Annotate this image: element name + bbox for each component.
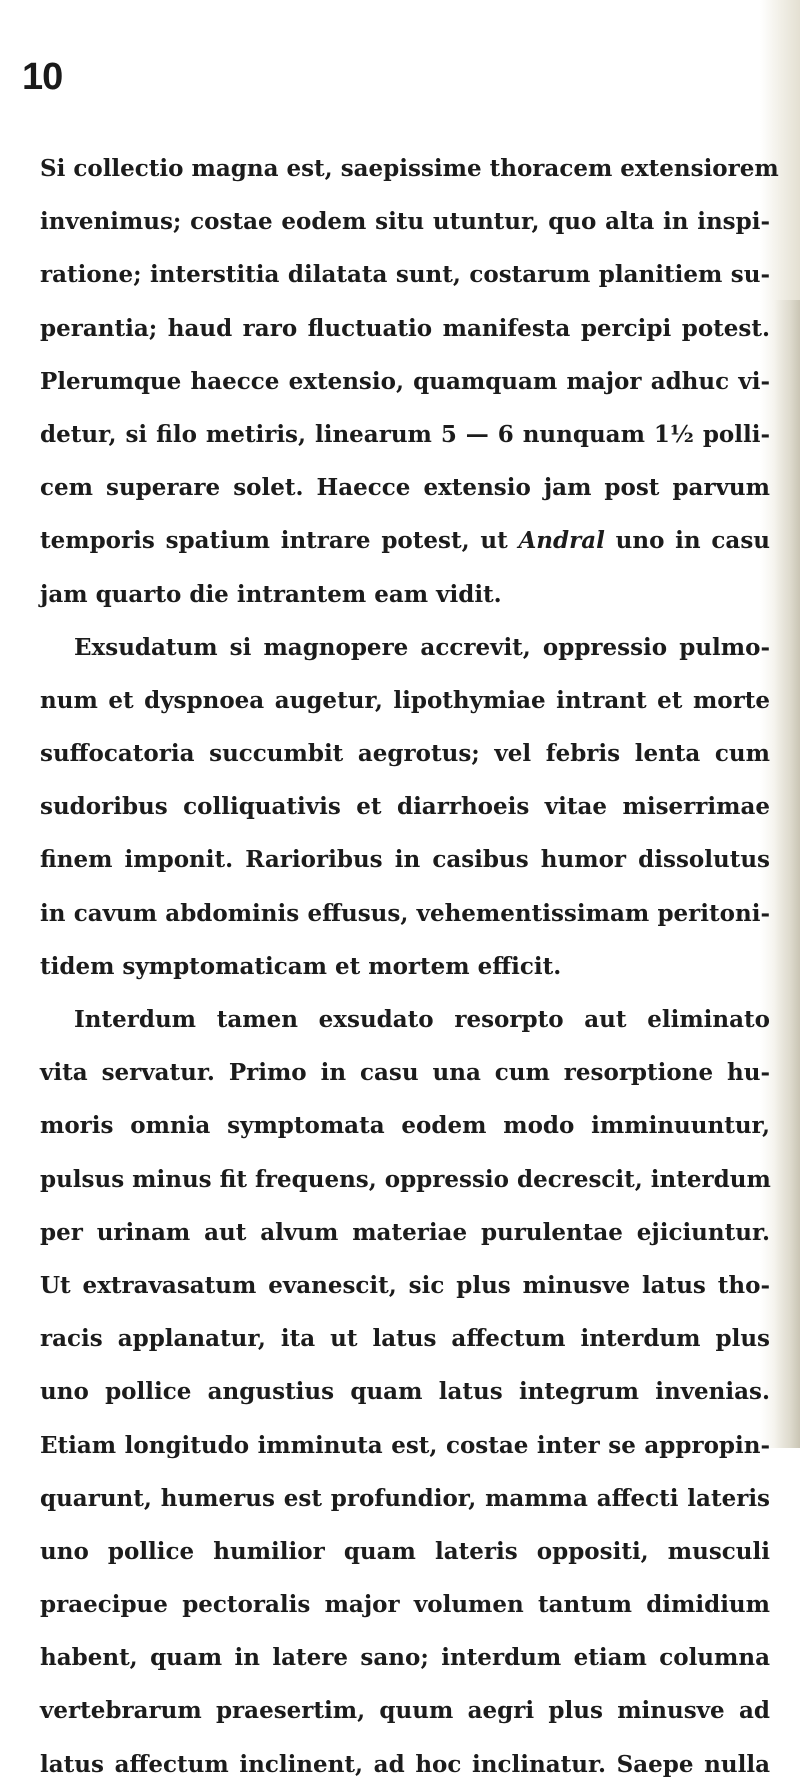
text-line: detur, si filo metiris, linearum 5 — 6 nunquam 1½ polli- — [40, 420, 770, 448]
text-line: vertebrarum praesertim, quum aegri plus minusve ad — [40, 1697, 770, 1725]
text-line: uno pollice angustius quam latus integrum invenias. — [40, 1378, 770, 1406]
text-line: latus affectum inclinent, ad hoc inclinatur. Saepe nulla — [40, 1750, 770, 1778]
text-line: suffocatoria succumbit aegrotus; vel febris lenta cum — [40, 740, 770, 768]
text-line: Ut extravasatum evanescit, sic plus minusve latus tho- — [40, 1271, 770, 1299]
text-line: jam quarto die intrantem eam vidit. — [40, 580, 502, 608]
text-line: moris omnia symptomata eodem modo imminuuntur, — [40, 1112, 770, 1140]
text-line: quarunt, humerus est profundior, mamma affecti lateris — [40, 1484, 770, 1512]
text-line: per urinam aut alvum materiae purulentae ejiciuntur. — [40, 1218, 770, 1246]
text-line: vita servatur. Primo in casu una cum resorptione hu- — [40, 1059, 770, 1087]
text-line: num et dyspnoea augetur, lipothymiae intrant et morte — [40, 686, 770, 714]
text-line: ratione; interstitia dilatata sunt, costarum planitiem su- — [40, 261, 770, 289]
author-name: Andral — [518, 527, 605, 555]
body-text — [40, 142, 779, 1791]
text-line: Exsudatum si magnopere accrevit, oppressio pulmo- — [74, 633, 770, 661]
page-edge-shadow — [774, 300, 800, 1448]
text-line: tidem symptomaticam et mortem efficit. — [40, 952, 562, 980]
text-line: Si collectio magna est, saepissime thoracem extensiorem — [40, 155, 779, 182]
text-line: temporis spatium intrare potest, ut Andral uno in casu — [40, 527, 770, 555]
text-line: sudoribus colliquativis et diarrhoeis vitae miserrimae — [40, 793, 770, 821]
text-line: habent, quam in latere sano; interdum etiam columna — [40, 1644, 770, 1672]
text-line: Etiam longitudo imminuta est, costae inter se appropin- — [40, 1431, 770, 1459]
text-line: Interdum tamen exsudato resorpto aut eliminato — [74, 1006, 770, 1033]
text-line: perantia; haud raro fluctuatio manifesta percipi potest. — [40, 314, 770, 342]
text-line: pulsus minus fit frequens, oppressio decrescit, interdum — [40, 1165, 771, 1193]
text-line: cem superare solet. Haecce extensio jam post parvum — [40, 474, 770, 502]
text-line: finem imponit. Rarioribus in casibus humor dissolutus — [40, 846, 770, 874]
text-line: Plerumque haecce extensio, quamquam major adhuc vi- — [40, 367, 770, 395]
text-line: uno pollice humilior quam lateris oppositi, musculi — [40, 1537, 770, 1565]
page-number: 10 — [22, 56, 63, 98]
text-line: invenimus; costae eodem situ utuntur, quo alta in inspi- — [40, 208, 770, 236]
text-line: racis applanatur, ita ut latus affectum interdum plus — [40, 1325, 770, 1353]
text-line: in cavum abdominis effusus, vehementissimam peritoni- — [40, 899, 770, 927]
text-line: praecipue pectoralis major volumen tantum dimidium — [40, 1591, 770, 1619]
